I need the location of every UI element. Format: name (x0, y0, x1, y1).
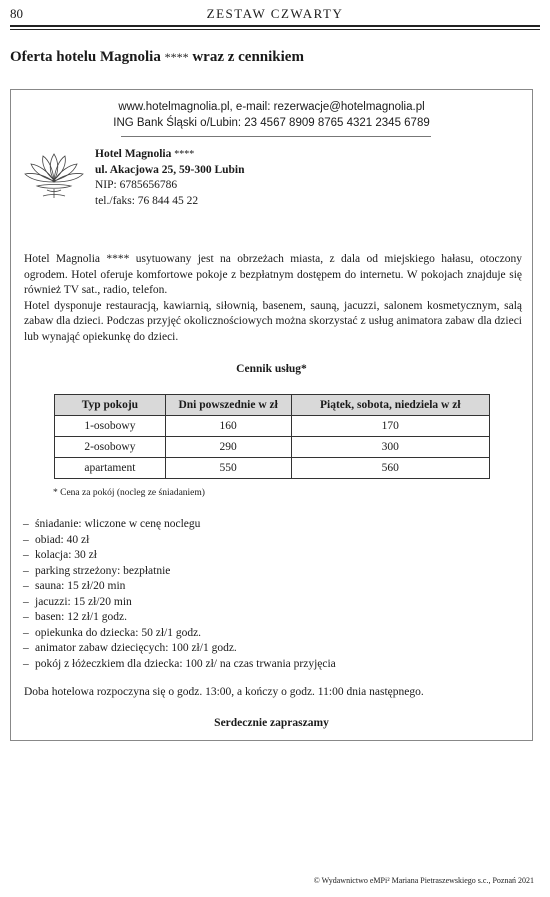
service-text: parking strzeżony: bezpłatnie (35, 564, 171, 577)
list-item: – animator zabaw dziecięcych: 100 zł/1 godz. (23, 642, 237, 654)
page-header (10, 6, 540, 24)
hotel-info (95, 147, 245, 209)
header-weekend: Piątek, sobota, niedziela w zł (291, 395, 489, 416)
price-table (54, 394, 490, 479)
hotel-phone: tel./faks: 76 844 45 22 (95, 194, 199, 207)
header-rule-thin (10, 29, 540, 30)
service-text: pokój z łóżeczkiem dla dziecka: 100 zł/ na czas trwania przyjęcia (35, 657, 336, 670)
service-text: jacuzzi: 15 zł/20 min (35, 595, 132, 608)
list-item: – opiekunka do dziecka: 50 zł/1 godz. (23, 626, 202, 639)
hotel-name: Hotel Magnolia (95, 148, 172, 160)
service-text: obiad: 40 zł (35, 533, 90, 546)
table-row (55, 437, 490, 458)
price-list-title: Cennik usług* (236, 363, 307, 375)
hotel-name-line (95, 147, 245, 163)
contact-divider (121, 136, 431, 137)
services-list (23, 517, 336, 672)
description-paragraph-1: Hotel Magnolia **** usytuowany jest na obrzeżach miasta, z dala od miejskiego hałasu, otoczony ogrodem. Hotel oferuje komfortowe pokoje z bezpłatnym dostępem do internetu. W pokojach znajduje się również TV sat., radio, telefon. (24, 253, 522, 297)
hotel-address: ul. Akacjowa 25, 59-300 Lubin (95, 163, 245, 176)
room-type-cell: apartament (55, 458, 166, 479)
chapter-title: ZESTAW CZWARTY (206, 6, 344, 21)
description-paragraph-2: Hotel dysponuje restauracją, kawiarnią, siłownią, basenem, sauną, jacuzzi, salonem kosmetycznym, salą zabaw dla dzieci. Podczas przyjęć okolicznościowych można skorzystać z usług animatora zabaw dla dzieci lub wynająć opiekunkę do dzieci. (24, 299, 522, 343)
header-weekdays: Dni powszednie w zł (165, 395, 291, 416)
room-type-cell: 1-osobowy (55, 416, 166, 437)
table-row (55, 416, 490, 437)
price-footnote: * Cena za pokój (nocleg ze śniadaniem) (53, 488, 205, 498)
weekend-price-cell: 170 (291, 416, 489, 437)
list-item: – parking strzeżony: bezpłatnie (23, 564, 171, 577)
header-room-type: Typ pokoju (55, 395, 166, 416)
weekday-price-cell: 160 (165, 416, 291, 437)
service-text: opiekunka do dziecka: 50 zł/1 godz. (35, 626, 202, 639)
weekend-price-cell: 560 (291, 458, 489, 479)
page-number: 80 (10, 6, 23, 21)
checkin-info: Doba hotelowa rozpoczyna się o godz. 13:00, a kończy o godz. 11:00 dnia następnego. (24, 686, 424, 698)
section-title-stars: **** (164, 50, 189, 64)
copyright-notice: © Wydawnictwo eMPi² Mariana Pietraszewskiego s.c., Poznań 2021 (313, 876, 534, 885)
weekend-price-cell: 300 (291, 437, 489, 458)
list-item: – basen: 12 zł/1 godz. (23, 611, 127, 623)
section-title (10, 49, 304, 66)
list-item: – jacuzzi: 15 zł/20 min (23, 595, 132, 608)
hotel-offer-box (10, 89, 533, 741)
hotel-stars: **** (174, 149, 195, 160)
lotus-flower-icon (23, 148, 85, 200)
closing-line: Serdecznie zapraszamy (214, 717, 329, 729)
list-item: – sauna: 15 zł/20 min (23, 580, 126, 592)
list-item: – kolacja: 30 zł (23, 549, 97, 561)
hotel-nip: NIP: 6785656786 (95, 179, 178, 191)
room-type-cell: 2-osobowy (55, 437, 166, 458)
table-row (55, 458, 490, 479)
header-rule-thick (10, 25, 540, 27)
list-item: – pokój z łóżeczkiem dla dziecka: 100 zł/ na czas trwania przyjęcia (23, 657, 336, 670)
weekday-price-cell: 550 (165, 458, 291, 479)
section-title-end: wraz z cennikiem (192, 49, 304, 65)
service-text: śniadanie: wliczone w cenę noclegu (35, 518, 201, 530)
contact-web-email: www.hotelmagnolia.pl, e-mail: rezerwacje@hotelmagnolia.pl (118, 101, 425, 113)
list-item: – obiad: 40 zł (23, 533, 90, 546)
service-text: basen: 12 zł/1 godz. (35, 611, 127, 623)
list-item: – śniadanie: wliczone w cenę noclegu (23, 518, 201, 530)
section-title-start: Oferta hotelu Magnolia (10, 49, 161, 65)
price-table-header (55, 395, 490, 416)
contact-bank-account: ING Bank Śląski o/Lubin: 23 4567 8909 8765 4321 2345 6789 (113, 117, 430, 129)
service-text: sauna: 15 zł/20 min (35, 580, 126, 592)
weekday-price-cell: 290 (165, 437, 291, 458)
hotel-description (24, 252, 522, 346)
service-text: kolacja: 30 zł (35, 549, 97, 561)
service-text: animator zabaw dziecięcych: 100 zł/1 godz. (35, 642, 237, 654)
